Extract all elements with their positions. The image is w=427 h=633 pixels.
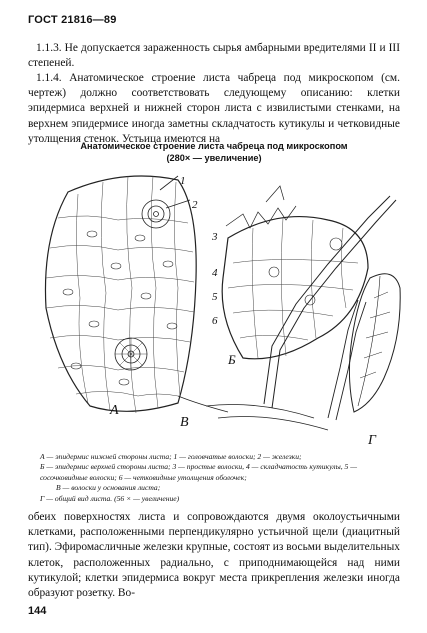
caption-line-a: А — эпидермис нижней стороны листа; 1 — головчатые волоски; 2 — железки; [40, 452, 302, 461]
figure-caption [40, 452, 400, 504]
document-header: ГОСТ 21816—89 [28, 14, 117, 26]
figure-title [28, 140, 400, 164]
label-panel-g: Г [368, 433, 376, 446]
caption-line-g: Г — общий вид листа. (56 × — увеличение) [40, 493, 180, 503]
figure-labels [109, 175, 377, 446]
label-6: 6 [212, 315, 218, 327]
paragraph-1-1-4: 1.1.4. Анатомическое строение листа чабреца под микроскопом (см. чертеж) должно соответствовать следующему описанию: клетки эпидермиса верхней и нижней сторон листа с извилистыми стенками, на верхнем эпидермисе иногда заметны складчатость кутикулы и четковидные утолщения стенок. Устьица имеются на [28, 72, 400, 145]
panel-b-upper-epidermis [222, 186, 368, 359]
glandular-scale-upper [142, 200, 170, 228]
label-panel-a: А [110, 403, 119, 418]
figure-title-line-2: (280× — увеличение) [166, 153, 262, 163]
caption-line-b: Б — эпидермис верхней стороны листа; 3 — простые волоски, 4 — складчатость кутикулы, 5 — сосочковидные волоски; 6 — четковидные утолщения оболочек; [40, 462, 357, 482]
panel-v-basal-hairs [178, 196, 396, 430]
label-1: 1 [180, 175, 186, 187]
label-panel-v: В [180, 415, 189, 430]
leaf-anatomy-drawing [28, 168, 408, 446]
label-4: 4 [212, 267, 218, 279]
label-2: 2 [192, 199, 198, 211]
caption-line-v: В — волоски у основания листа; [56, 483, 161, 493]
label-5: 5 [212, 291, 218, 303]
paragraph-continuation: обеих поверхностях листа и сопровождаются двумя околоустьичными клетками, расположенными перпендикулярно устьичной щели (диацитный тип). Эфиромасличные железки крупные, состоят из восьми выделительных клеток, расположенных радиально, с приподнимающейся над ними кутикулой; клетки эпидермиса вокруг места прикрепления железки иногда образуют розетку. Во- [28, 511, 400, 600]
page-number: 144 [28, 605, 47, 617]
glandular-scale-lower [115, 338, 147, 370]
label-3: 3 [212, 231, 218, 243]
paragraph-1-1-3: 1.1.3. Не допускается зараженность сырья амбарными вредителями II и III степеней. [28, 42, 400, 70]
panel-a-lower-epidermis [45, 176, 196, 413]
label-panel-b: Б [228, 352, 236, 367]
panel-g-leaf-general-view [349, 274, 400, 412]
figure-title-line-1: Анатомическое строение листа чабреца под микроскопом [80, 141, 348, 151]
